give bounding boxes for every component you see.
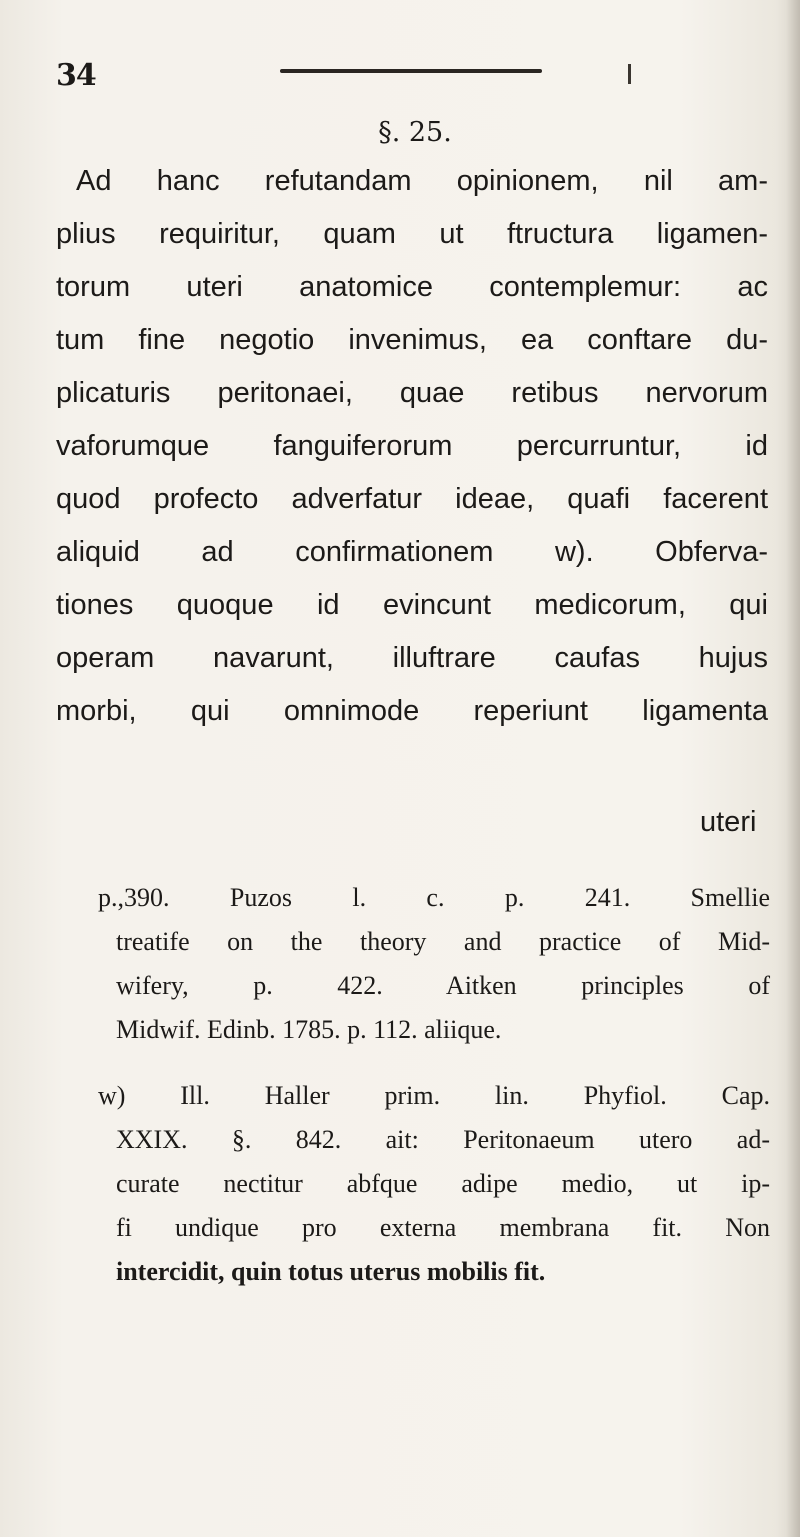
body-line: Ad hanc refutandam opinionem, nil am-	[76, 165, 768, 197]
footnote-line: treatife on the theory and practice of Mid-	[116, 927, 770, 956]
body-line: operam navarunt, illuftrare caufas hujus	[56, 642, 768, 674]
footnotes	[98, 876, 770, 1294]
body-text	[56, 155, 768, 738]
footnote-line: XXIX. §. 842. ait: Peritonaeum utero ad-	[116, 1125, 770, 1154]
body-line: tum fine negotio invenimus, ea conftare du-	[56, 324, 768, 356]
body-line: morbi, qui omnimode reperiunt ligamenta	[56, 695, 768, 727]
footnote-line: p.,390. Puzos l. c. p. 241. Smellie	[98, 883, 770, 912]
header-mark	[628, 64, 631, 84]
section-heading: §. 25.	[378, 117, 452, 148]
body-line: torum uteri anatomice contemplemur: ac	[56, 271, 768, 303]
page-number: 34	[56, 58, 96, 93]
footnote-line: w) Ill. Haller prim. lin. Phyfiol. Cap.	[98, 1081, 770, 1110]
page-edge-shadow	[786, 0, 800, 1537]
footnote-line: wifery, p. 422. Aitken principles of	[116, 971, 770, 1000]
catchword: uteri	[700, 806, 757, 838]
body-line: quod profecto adverfatur ideae, quafi facerent	[56, 483, 768, 515]
body-line: aliquid ad confirmationem w). Obferva-	[56, 536, 768, 568]
body-line: plius requiritur, quam ut ftructura ligamen-	[56, 218, 768, 250]
footnote-line: Midwif. Edinb. 1785. p. 112. aliique.	[116, 1015, 502, 1044]
body-line: plicaturis peritonaei, quae retibus nervorum	[56, 377, 768, 409]
footnote-line: intercidit, quin totus uterus mobilis fit.	[116, 1257, 546, 1286]
header-rule	[280, 69, 542, 73]
body-line: vaforumque fanguiferorum percurruntur, id	[56, 430, 768, 462]
footnote-line: fi undique pro externa membrana fit. Non	[116, 1213, 770, 1242]
footnote-line: curate nectitur abfque adipe medio, ut ip-	[116, 1169, 770, 1198]
body-line: tiones quoque id evincunt medicorum, qui	[56, 589, 768, 621]
